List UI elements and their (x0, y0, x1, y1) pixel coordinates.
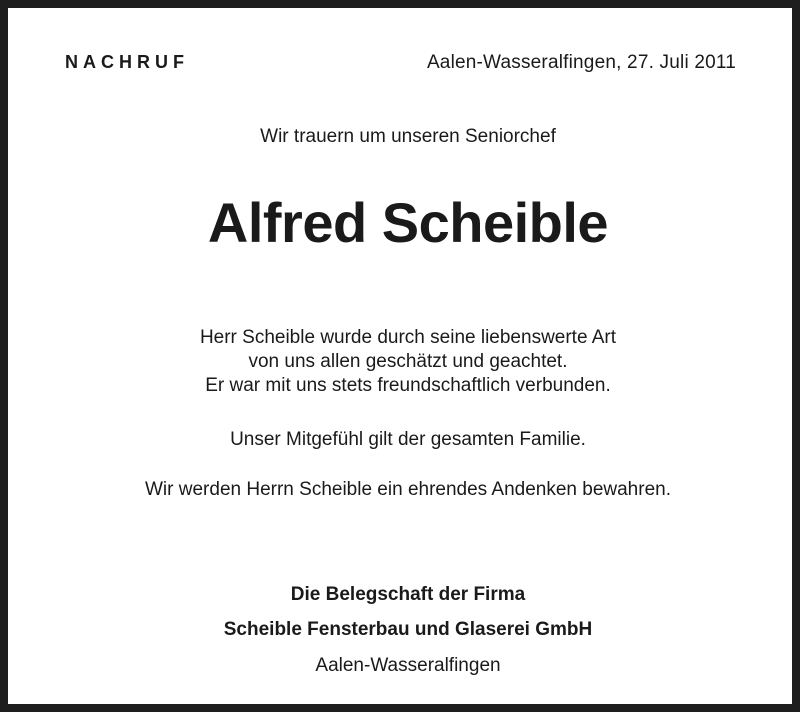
tribute-line: von uns allen geschätzt und geachtet. (248, 351, 568, 372)
memory-text: Wir werden Herrn Scheible ein ehrendes Andenken bewahren. (145, 479, 671, 500)
tribute-line: Herr Scheible wurde durch seine liebenswerte Art (199, 327, 617, 348)
tribute-line: Er war mit uns stets freundschaftlich verbunden. (205, 375, 611, 396)
place-date: Aalen-Wasseralfingen, 27. Juli 2011 (426, 52, 736, 73)
sympathy-text: Unser Mitgefühl gilt der gesamten Familie. (230, 429, 586, 450)
signature-company: Scheible Fensterbau und Glaserei GmbH (223, 619, 593, 640)
obituary-label: NACHRUF (65, 52, 189, 72)
signature-location: Aalen-Wasseralfingen (315, 655, 501, 676)
deceased-name: Alfred Scheible (207, 191, 609, 254)
tribute-text (8, 326, 800, 398)
signature-staff: Die Belegschaft der Firma (290, 584, 526, 605)
intro-text: Wir trauern um unseren Seniorchef (260, 126, 556, 147)
